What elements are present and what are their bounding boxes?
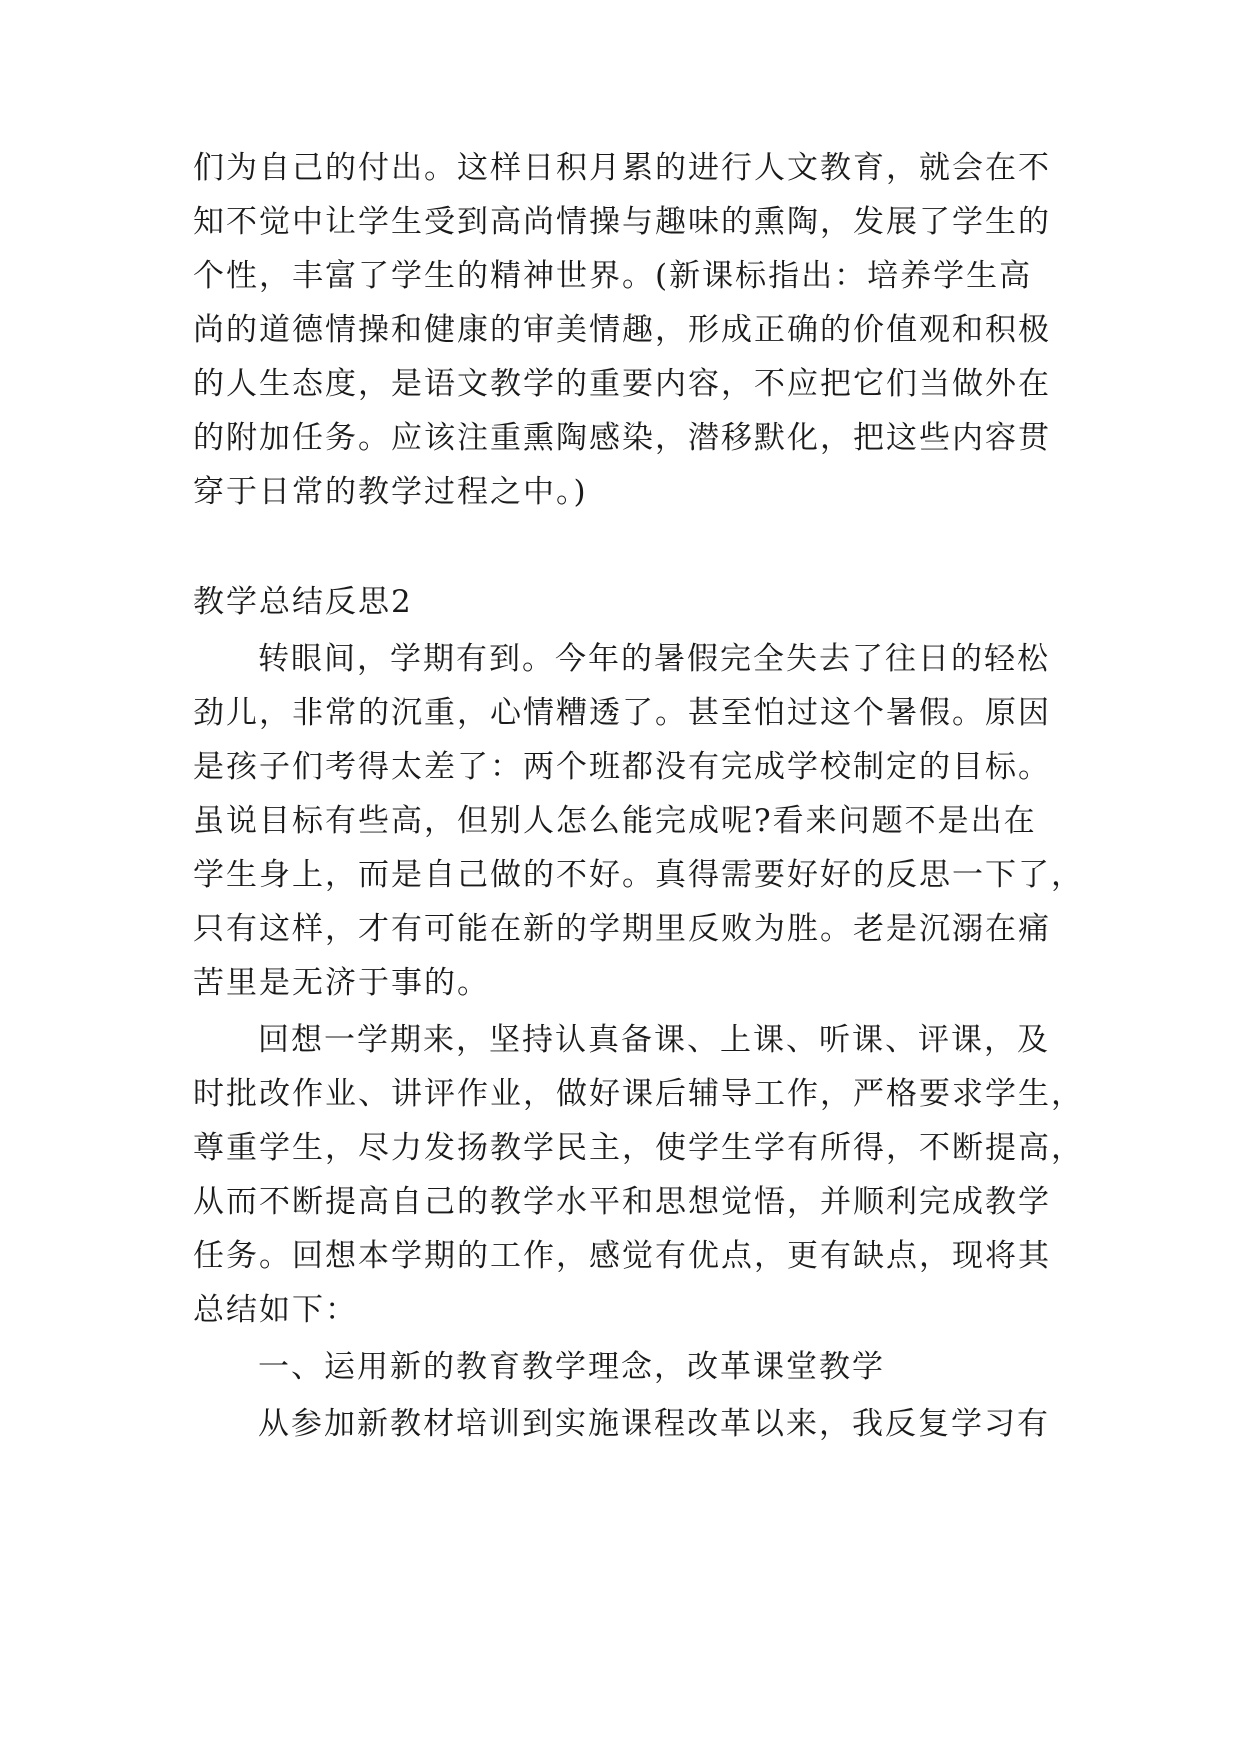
body-text-line: 尚的道德情操和健康的审美情趣，形成正确的价值观和积极 (193, 312, 1051, 348)
section-heading: 教学总结反思2 (193, 584, 413, 620)
subsection-heading: 一、运用新的教育教学理念，改革课堂教学 (258, 1349, 885, 1385)
body-text-line: 任务。回想本学期的工作，感觉有优点，更有缺点，现将其 (193, 1238, 1051, 1274)
paragraph-first-line: 转眼间，学期有到。今年的暑假完全失去了往日的轻松 (258, 641, 1050, 677)
body-text-line: 个性，丰富了学生的精神世界。(新课标指出：培养学生高 (193, 258, 1033, 294)
paragraph-first-line: 回想一学期来，坚持认真备课、上课、听课、评课，及 (258, 1022, 1050, 1058)
body-text-line: 只有这样，才有可能在新的学期里反败为胜。老是沉溺在痛 (193, 911, 1051, 947)
body-text-line: 们为自己的付出。这样日积月累的进行人文教育，就会在不 (193, 150, 1051, 186)
body-text-line: 的人生态度，是语文教学的重要内容，不应把它们当做外在 (193, 366, 1051, 402)
body-text-line: 虽说目标有些高，但别人怎么能完成呢?看来问题不是出在 (193, 803, 1037, 839)
body-text-line: 知不觉中让学生受到高尚情操与趣味的熏陶，发展了学生的 (193, 204, 1051, 240)
body-text-line: 苦里是无济于事的。 (193, 965, 490, 1001)
body-text-line: 劲儿，非常的沉重，心情糟透了。甚至怕过这个暑假。原因 (193, 695, 1051, 731)
body-text-line: 尊重学生，尽力发扬教学民主，使学生学有所得，不断提高， (193, 1130, 1084, 1166)
body-text-line: 时批改作业、讲评作业，做好课后辅导工作，严格要求学生， (193, 1076, 1084, 1112)
body-text-line: 总结如下： (193, 1292, 358, 1328)
body-text-line: 的附加任务。应该注重熏陶感染，潜移默化，把这些内容贯 (193, 420, 1051, 456)
body-text-line: 学生身上，而是自己做的不好。真得需要好好的反思一下了， (193, 857, 1084, 893)
body-text-line: 从而不断提高自己的教学水平和思想觉悟，并顺利完成教学 (193, 1184, 1051, 1220)
body-text-line: 穿于日常的教学过程之中。) (193, 474, 588, 510)
body-text-line: 是孩子们考得太差了：两个班都没有完成学校制定的目标。 (193, 749, 1051, 785)
paragraph-first-line: 从参加新教材培训到实施课程改革以来，我反复学习有 (258, 1406, 1050, 1442)
